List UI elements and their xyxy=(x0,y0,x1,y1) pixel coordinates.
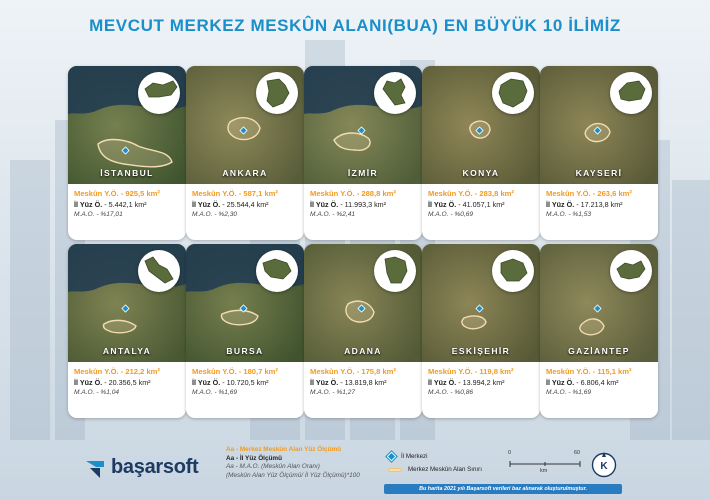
satellite-map xyxy=(68,66,186,184)
satellite-map xyxy=(422,66,540,184)
bua-area: Meskûn Y.Ö. - 263,6 km² xyxy=(546,189,632,198)
province-name: İZMİR xyxy=(347,168,379,178)
province-outline-badge xyxy=(138,250,180,292)
province-outline-icon xyxy=(375,251,415,291)
province-outline-icon xyxy=(611,251,651,291)
il-area-label: İl Yüz Ö. xyxy=(428,378,457,387)
il-area-label: İl Yüz Ö. xyxy=(546,378,575,387)
bua-area: Meskûn Y.Ö. - 115,1 km² xyxy=(546,367,632,376)
province-stats xyxy=(422,184,540,220)
bua-area: Meskûn Y.Ö. - 587,1 km² xyxy=(192,189,278,198)
province-outline-icon xyxy=(493,73,533,113)
province-card-eskisehir xyxy=(422,244,540,418)
basarsoft-logo xyxy=(84,456,198,479)
province-stats xyxy=(540,184,658,220)
satellite-map xyxy=(186,244,304,362)
province-name: KAYSERİ xyxy=(575,168,623,178)
province-outline-badge xyxy=(610,250,652,292)
province-outline-badge xyxy=(256,250,298,292)
legend-symbols xyxy=(388,450,482,476)
il-area xyxy=(428,377,534,388)
province-outline-badge xyxy=(492,72,534,114)
mao-ratio: M.A.O. - %0,86 xyxy=(428,389,474,396)
province-card-istanbul xyxy=(68,66,186,240)
il-area-value: - 20.356,5 km² xyxy=(104,378,151,387)
province-outline-badge xyxy=(610,72,652,114)
scale-sixty: 60 xyxy=(574,450,580,456)
basarsoft-logo-text: başarsoft xyxy=(111,456,199,478)
mao-ratio: M.A.O. - %17,01 xyxy=(74,211,123,218)
province-outline-badge xyxy=(374,250,416,292)
il-area-value: - 17.213,8 km² xyxy=(576,200,623,209)
province-card-konya xyxy=(422,66,540,240)
bua-area: Meskûn Y.Ö. - 283,8 km² xyxy=(428,189,514,198)
il-area xyxy=(546,377,652,388)
satellite-map xyxy=(186,66,304,184)
province-card-bursa xyxy=(186,244,304,418)
satellite-map xyxy=(540,244,658,362)
il-area-label: İl Yüz Ö. xyxy=(192,200,221,209)
il-area-value: - 13.994,2 km² xyxy=(458,378,505,387)
data-source-note: Bu harita 2021 yılı Başarsoft verileri baz alınarak oluşturulmuştur. xyxy=(384,484,622,494)
scale-bar xyxy=(506,450,586,480)
il-area-label: İl Yüz Ö. xyxy=(428,200,457,209)
legend-footer xyxy=(68,446,660,494)
legend-formula: (Meskûn Alan Yüz Ölçümü/ İl Yüz Ölçümü)*100 xyxy=(226,471,360,479)
province-stats xyxy=(422,362,540,398)
province-stats xyxy=(304,184,422,220)
legend-bua: Aa - Merkez Meskûn Alan Yüz Ölçümü xyxy=(226,446,342,453)
il-area-value: - 25.544,4 km² xyxy=(222,200,269,209)
il-area xyxy=(192,199,298,210)
province-card-antalya xyxy=(68,244,186,418)
province-stats xyxy=(540,362,658,398)
legend-mao: Aa - M.A.O. (Meskûn Alan Oranı) xyxy=(226,463,320,471)
mao-ratio: M.A.O. - %1,53 xyxy=(546,211,592,218)
province-outline-icon xyxy=(257,73,297,113)
mao-ratio: M.A.O. - %1,27 xyxy=(310,389,356,396)
province-outline-badge xyxy=(256,72,298,114)
bua-area: Meskûn Y.Ö. - 288,8 km² xyxy=(310,189,396,198)
legend-il-merkezi: İl Merkezi xyxy=(401,453,428,460)
il-area xyxy=(74,199,180,210)
il-area-value: - 11.993,3 km² xyxy=(340,200,387,209)
mao-ratio: M.A.O. - %0,69 xyxy=(428,211,474,218)
province-name: ESKİŞEHİR xyxy=(451,346,511,356)
satellite-map xyxy=(68,244,186,362)
mao-ratio: M.A.O. - %1,69 xyxy=(546,389,592,396)
province-name: KONYA xyxy=(462,168,500,178)
compass-letter: K xyxy=(600,461,608,472)
satellite-map xyxy=(422,244,540,362)
province-outline-icon xyxy=(375,73,415,113)
province-card-ankara xyxy=(186,66,304,240)
bua-boundary-icon xyxy=(388,468,402,472)
bua-area: Meskûn Y.Ö. - 925,5 km² xyxy=(74,189,160,198)
province-card-kayseri xyxy=(540,66,658,240)
province-name: İSTANBUL xyxy=(100,168,154,178)
il-area-value: - 10.720,5 km² xyxy=(222,378,269,387)
il-merkezi-icon xyxy=(387,452,397,462)
scale-zero: 0 xyxy=(508,450,511,456)
il-area xyxy=(192,377,298,388)
il-area-label: İl Yüz Ö. xyxy=(310,200,339,209)
province-stats xyxy=(186,362,304,398)
legend-bua-siniri: Merkez Meskûn Alan Sınırı xyxy=(408,466,482,473)
mao-ratio: M.A.O. - %2,41 xyxy=(310,211,356,218)
province-stats xyxy=(186,184,304,220)
satellite-map xyxy=(540,66,658,184)
il-area xyxy=(310,199,416,210)
province-outline-icon xyxy=(257,251,297,291)
il-area xyxy=(428,199,534,210)
satellite-map xyxy=(304,244,422,362)
il-area-value: - 13.819,8 km² xyxy=(340,378,387,387)
scale-unit: km xyxy=(540,468,548,474)
mao-ratio: M.A.O. - %2,30 xyxy=(192,211,238,218)
il-area-value: - 5.442,1 km² xyxy=(104,200,147,209)
bua-area: Meskûn Y.Ö. - 212,2 km² xyxy=(74,367,160,376)
il-area-label: İl Yüz Ö. xyxy=(74,200,103,209)
province-outline-icon xyxy=(139,73,179,113)
province-outline-badge xyxy=(138,72,180,114)
il-area xyxy=(310,377,416,388)
satellite-map xyxy=(304,66,422,184)
province-card-adana xyxy=(304,244,422,418)
province-card-izmir xyxy=(304,66,422,240)
bua-area: Meskûn Y.Ö. - 180,7 km² xyxy=(192,367,278,376)
province-outline-badge xyxy=(374,72,416,114)
mao-ratio: M.A.O. - %1,69 xyxy=(192,389,238,396)
north-compass-icon xyxy=(591,452,617,478)
legend-il: Aa - İl Yüz Ölçümü xyxy=(226,454,282,462)
bua-area: Meskûn Y.Ö. - 119,8 km² xyxy=(428,367,514,376)
basarsoft-logo-icon xyxy=(84,457,106,479)
il-area-label: İl Yüz Ö. xyxy=(310,378,339,387)
province-stats xyxy=(304,362,422,398)
province-name: ANKARA xyxy=(222,168,268,178)
il-area-value: - 6.806,4 km² xyxy=(576,378,619,387)
province-name: GAZİANTEP xyxy=(568,346,630,356)
il-area xyxy=(74,377,180,388)
province-name: BURSA xyxy=(226,346,264,356)
province-outline-icon xyxy=(493,251,533,291)
il-area-label: İl Yüz Ö. xyxy=(546,200,575,209)
province-outline-icon xyxy=(139,251,179,291)
province-name: ADANA xyxy=(344,346,382,356)
province-outline-badge xyxy=(492,250,534,292)
il-area-label: İl Yüz Ö. xyxy=(192,378,221,387)
province-stats xyxy=(68,184,186,220)
bua-area: Meskûn Y.Ö. - 175,8 km² xyxy=(310,367,396,376)
il-area xyxy=(546,199,652,210)
il-area-label: İl Yüz Ö. xyxy=(74,378,103,387)
mao-ratio: M.A.O. - %1,04 xyxy=(74,389,120,396)
province-card-gaziantep xyxy=(540,244,658,418)
province-outline-icon xyxy=(611,73,651,113)
province-name: ANTALYA xyxy=(102,346,152,356)
page-title: MEVCUT MERKEZ MESKÛN ALANI(BUA) EN BÜYÜK 10 İLİMİZ xyxy=(89,16,621,35)
province-stats xyxy=(68,362,186,398)
il-area-value: - 41.057,1 km² xyxy=(458,200,505,209)
